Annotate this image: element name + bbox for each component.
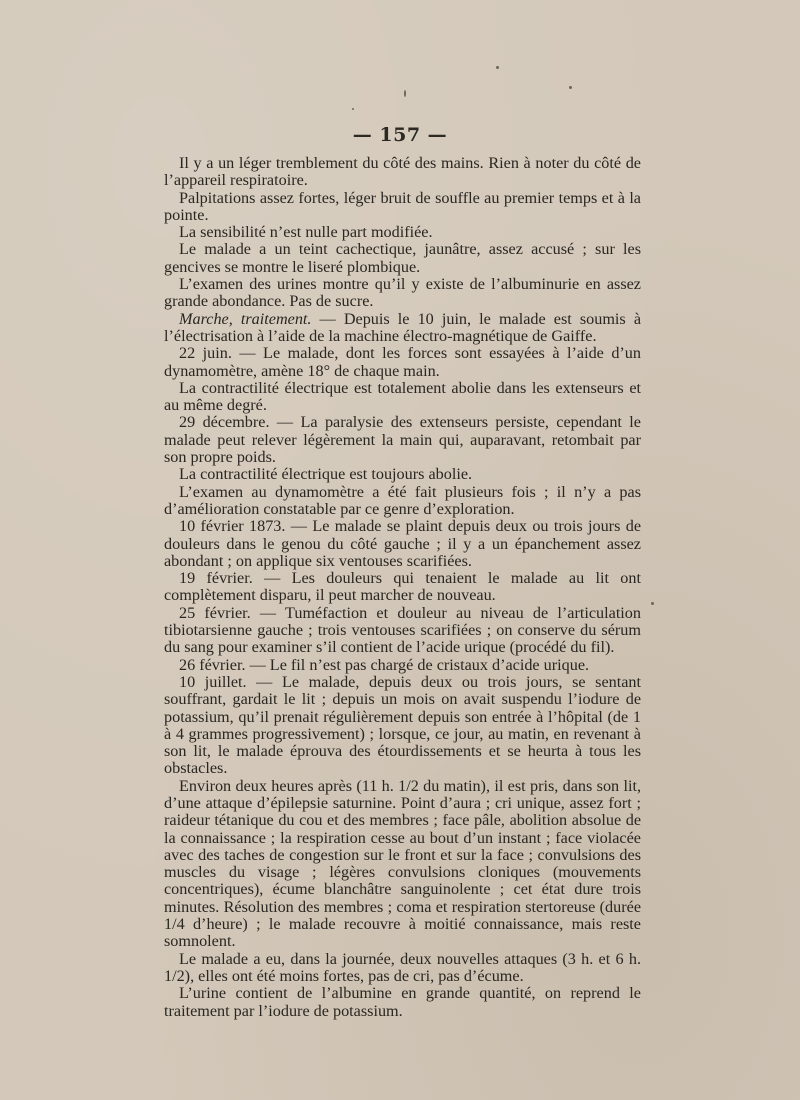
- paragraph-text: 10 février 1873. — Le malade se plaint depuis deux ou trois jours de douleurs dans le genou du côté gauche ; il y a un épanchement assez abondant ; on applique six ventouses scarifiées.: [164, 517, 641, 570]
- paragraph: [164, 657, 641, 674]
- paragraph: [164, 345, 641, 380]
- paragraph-text: 26 février. — Le fil n’est pas chargé de cristaux d’acide urique.: [179, 655, 590, 674]
- paragraph-text: — Depuis le 10 juin, le malade est soumis à l’électrisation à l’aide de la machine électro-magnétique de Gaiffe.: [164, 309, 641, 345]
- paragraph: [164, 570, 641, 605]
- paper-speck: [352, 108, 354, 110]
- paragraph: [164, 674, 641, 778]
- paragraph: [164, 224, 641, 241]
- paragraph: [164, 484, 641, 519]
- paragraph-text: La sensibilité n’est nulle part modifiée.: [179, 223, 433, 242]
- paragraph: [164, 605, 641, 657]
- paragraph: [164, 414, 641, 466]
- paragraph: [164, 985, 641, 1020]
- paragraph-text: L’examen au dynamomètre a été fait plusieurs fois ; il n’y a pas d’amélioration constatable par ce genre d’exploration.: [164, 482, 641, 518]
- paragraph-text: 25 février. — Tuméfaction et douleur au niveau de l’articulation tibiotarsienne gauche ; trois ventouses scarifiées ; on conserve du sérum du sang pour examiner s’il contient de l’acide urique (procédé du fil).: [164, 603, 641, 657]
- paragraph-text: 19 février. — Les douleurs qui tenaient le malade au lit ont complètement disparu, il peut marcher de nouveau.: [164, 569, 641, 605]
- paragraph: [164, 518, 641, 570]
- paragraph: [164, 380, 641, 415]
- paper-speck: [651, 602, 654, 605]
- paragraph: [164, 951, 641, 986]
- paragraph-text: L’examen des urines montre qu’il y existe de l’albuminurie en assez grande abondance. Pas de sucre.: [164, 275, 641, 311]
- paragraph: [164, 155, 641, 190]
- paper-speck: [496, 66, 499, 69]
- paragraph: [164, 241, 641, 276]
- paragraph-text: Il y a un léger tremblement du côté des mains. Rien à noter du côté de l’appareil respiratoire.: [164, 154, 641, 190]
- paragraph-text: Le malade a un teint cachectique, jaunâtre, assez accusé ; sur les gencives se montre le liseré plombique.: [164, 240, 641, 276]
- page-number: — 157 —: [352, 124, 448, 146]
- paragraph-text: La contractilité électrique est toujours abolie.: [179, 465, 473, 484]
- paragraph: [164, 466, 641, 483]
- paper-speck: [569, 86, 572, 89]
- paper-speck: [404, 90, 406, 97]
- paragraph-lead: Marche, traitement.: [179, 309, 312, 328]
- paragraph-text: La contractilité électrique est totalement abolie dans les extenseurs et au même degré.: [164, 378, 641, 415]
- paragraph-text: L’urine contient de l’albumine en grande quantité, on reprend le traitement par l’iodure de potassium.: [164, 984, 641, 1020]
- paragraph-text: Le malade a eu, dans la journée, deux nouvelles attaques (3 h. et 6 h. 1/2), elles ont été moins fortes, pas de cri, pas d’écume.: [164, 949, 641, 985]
- paragraph: [164, 276, 641, 311]
- paragraph-text: 29 décembre. — La paralysie des extenseurs persiste, cependant le malade peut relever légèrement la main qui, auparavant, retombait par son propre poids.: [164, 413, 641, 467]
- paragraph: [164, 190, 641, 225]
- paragraph-text: Palpitations assez fortes, léger bruit de souffle au premier temps et à la pointe.: [164, 188, 641, 224]
- paragraph-text: 22 juin. — Le malade, dont les forces sont essayées à l’aide d’un dynamomètre, amène 18° de chaque main.: [164, 344, 641, 380]
- paragraph: [164, 311, 641, 346]
- paragraph: [164, 778, 641, 951]
- paragraph-text: 10 juillet. — Le malade, depuis deux ou trois jours, se sentant souffrant, gardait le lit ; depuis un mois on avait suspendu l’iodure de potassium, qu’il prenait régulièrement depuis son entrée à l’hôpital (de 1 à 4 grammes progressivement) ; lorsque, ce jour, au matin, en revenant à son lit, le malade éprouva des étourdissements et se heurta à tous les obstacles.: [164, 672, 641, 778]
- body-text: [164, 155, 641, 1020]
- paragraph-text: Environ deux heures après (11 h. 1/2 du matin), il est pris, dans son lit, d’une attaque d’épilepsie saturnine. Point d’aura ; cri unique, assez fort ; raideur tétanique du cou et des membres ; face pâle, abolition absolue de la connaissance ; la respiration cesse au bout d’un instant ; face violacée avec des taches de congestion sur le front et sur la face ; convulsions des muscles du visage ; légères convulsions cloniques (mouvements concentriques), écume blanchâtre sanguinolente ; cet état dure trois minutes. Résolution des membres ; coma et respiration stertoreuse (durée 1/4 d’heure) ; le malade recouvre à moitié connaissance, mais reste somnolent.: [164, 776, 641, 951]
